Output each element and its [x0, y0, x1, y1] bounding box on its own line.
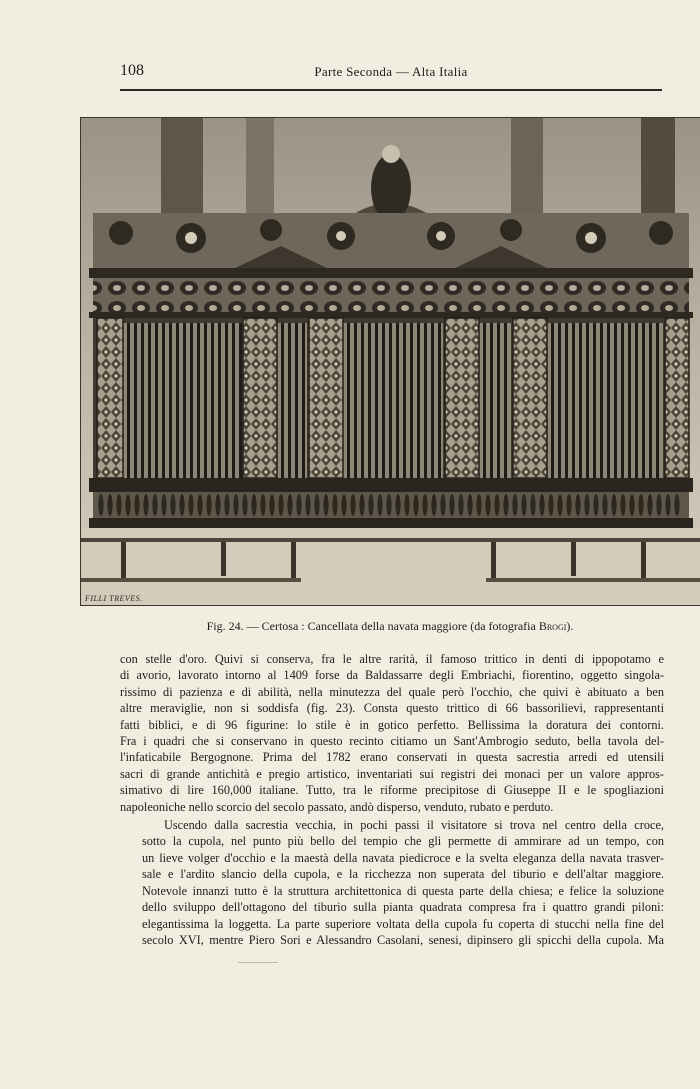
text-line: simativo di lire 160,000 italiane. Tutto, tra le riforme precipitose di Giuseppe II e le spogliazioni [120, 783, 664, 798]
engraver-signature: FILLI TREVES. [85, 594, 143, 603]
text-line: elegantissima la loggetta. La parte superiore voltata della cupola fu coperta di stucchi nella fine del [142, 916, 664, 931]
text-line: altre meraviglie, non si soddisfa (fig. 23). Consta questo trittico di 66 bassorilievi, rappresentanti [120, 701, 664, 716]
text-line: sotto la cupola, nel punto più bello del tempio che gli permette di ammirare ad un tempo, con [142, 834, 664, 849]
page-smudge [238, 962, 278, 963]
figure-photograph [80, 117, 700, 606]
caption-end: ). [566, 619, 574, 633]
text-line: Uscendo dalla sacrestia vecchia, in pochi passi il visitatore si trova nel centro della croce, [164, 818, 664, 833]
page-number: 108 [120, 62, 144, 79]
text-line: napoleoniche nello scorcio del secolo passato, andò disperso, venduto, rubato e perduto. [120, 799, 554, 814]
text-line: sale e l'ardito slancio della cupola, e la ricchezza non superata del tiburio e dell'altar maggiore. [142, 867, 664, 882]
text-line: di avorio, lavorato intorno al 1409 forse da Baldassarre degli Embriachi, fiorentino, oggetto singola- [120, 668, 664, 683]
figure-caption [80, 619, 700, 634]
header-rule [120, 89, 662, 91]
text-line: Fra i quadri che si conservano in questo recinto citiamo un Sant'Ambrogio seduto, bella tavola del- [120, 734, 664, 749]
caption-photographer: Brogi [538, 619, 567, 633]
body-text [120, 651, 664, 948]
text-line: l'infaticabile Bergognone. Prima del 1782 erano conservati in questa sacrestia arredi ed utensili [120, 750, 664, 765]
text-line: fatti biblici, e di 96 figurine: lo stile è in gotico perfetto. Bellissima la doratura dei contorni. [120, 717, 664, 732]
page-header [120, 62, 662, 86]
text-line: un lieve volger d'occhio e la maestà della navata piedicroce e la svelta eleganza della navata trasver- [142, 850, 664, 865]
gate-illustration [81, 118, 700, 605]
text-line: dello sviluppo dell'ottagono del tiburio sulla pianta quadrata compresa fra i quattro grandi piloni: [142, 900, 664, 915]
running-head: Parte Seconda — Alta Italia [314, 64, 468, 79]
text-line: rissimo di pazienza e di abilità, nella minutezza del quale però l'occhio, che quivi è abituato a ben [120, 684, 664, 699]
text-line: secolo XVI, mentre Piero Sori e Alessandro Casolani, senesi, dipinsero gli spicchi della cupola. Ma [142, 932, 664, 947]
text-line: sacri di grande antichità e pregio artistico, inventariati sui registri dei monaci per un valore appros- [120, 766, 664, 781]
paragraph-1 [120, 651, 664, 815]
text-line: Notevole innanzi tutto è la struttura architettonica di questa parte della chiesa; e felice la soluzione [142, 883, 664, 898]
paragraph-2 [120, 817, 664, 948]
text-line: con stelle d'oro. Quivi si conserva, fra le altre rarità, il famoso trittico in denti di ippopotamo e [120, 652, 664, 666]
caption-text: Fig. 24. — Certosa : Cancellata della navata maggiore (da fotografia [206, 619, 539, 633]
